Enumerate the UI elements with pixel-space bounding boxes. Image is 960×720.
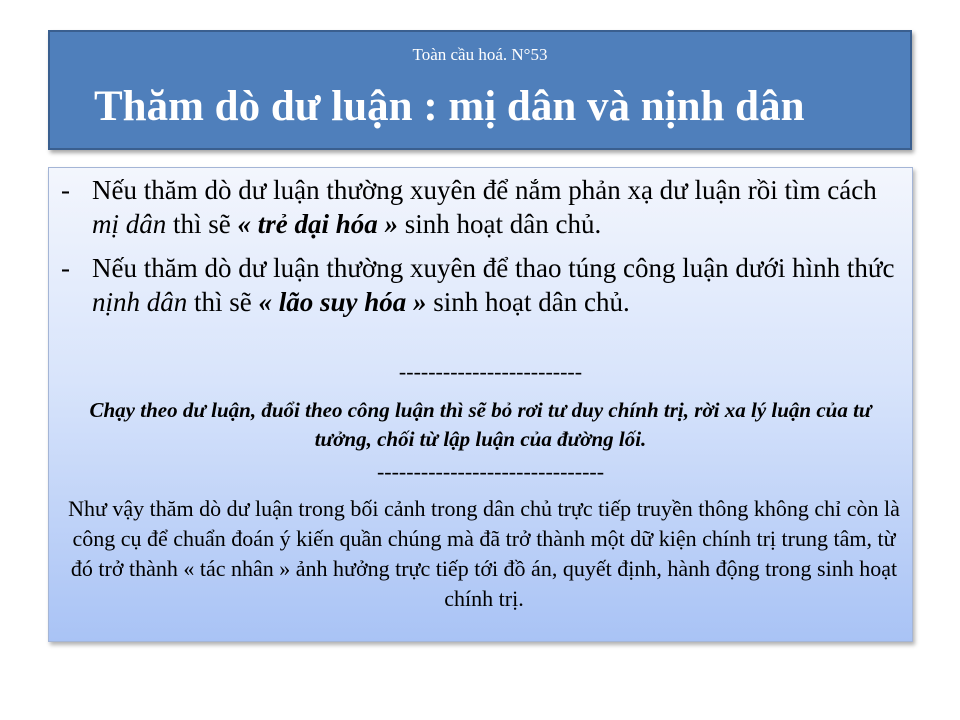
bullet-text-mid: thì sẽ bbox=[166, 209, 238, 239]
bullet-text-pre: Nếu thăm dò dư luận thường xuyên để thao túng công luận dưới hình thức bbox=[92, 253, 895, 283]
bullet-text bbox=[92, 173, 901, 241]
bullet-text-emphasis: « lão suy hóa » bbox=[258, 287, 427, 317]
bullet-item-2 bbox=[61, 251, 901, 319]
bullet-dash: - bbox=[61, 253, 70, 283]
bullet-text-post: sinh hoạt dân chủ. bbox=[398, 209, 602, 239]
conclusion-text: Chạy theo dư luận, đuổi theo công luận thì sẽ bỏ rơi tư duy chính trị, rời xa lý luận của tư tưởng, chối từ lập luận của đường lối. bbox=[89, 398, 872, 451]
final-paragraph: Như vậy thăm dò dư luận trong bối cảnh trong dân chủ trực tiếp truyền thông không chỉ còn là công cụ để chuẩn đoán ý kiến quần chúng mà đã trở thành một dữ kiện chính trị trung tâm, từ đó trở thành « tác nhân » ảnh hưởng trực tiếp tới đồ án, quyết định, hành động trong sinh hoạt chính trị. bbox=[68, 496, 900, 611]
bullet-text-italic: nịnh dân bbox=[92, 287, 188, 317]
bullet-item-1 bbox=[61, 173, 901, 241]
bullet-text-emphasis: « trẻ dại hóa » bbox=[237, 209, 399, 239]
slide-title: Thăm dò dư luận : mị dân và nịnh dân bbox=[94, 83, 805, 130]
bullet-dash: - bbox=[61, 175, 70, 205]
bullet-text-italic: mị dân bbox=[92, 209, 167, 239]
bullet-text bbox=[92, 251, 901, 319]
separator-line-1: ------------------------- bbox=[398, 359, 583, 384]
title-banner bbox=[48, 30, 912, 150]
content-panel bbox=[48, 167, 913, 642]
separator-line-2: ------------------------------- bbox=[376, 459, 605, 484]
bullet-text-post: sinh hoạt dân chủ. bbox=[426, 287, 630, 317]
bullet-text-pre: Nếu thăm dò dư luận thường xuyên để nắm phản xạ dư luận rồi tìm cách bbox=[92, 175, 877, 205]
bullet-text-mid: thì sẽ bbox=[187, 287, 259, 317]
series-label: Toàn cầu hoá. N°53 bbox=[412, 45, 548, 64]
